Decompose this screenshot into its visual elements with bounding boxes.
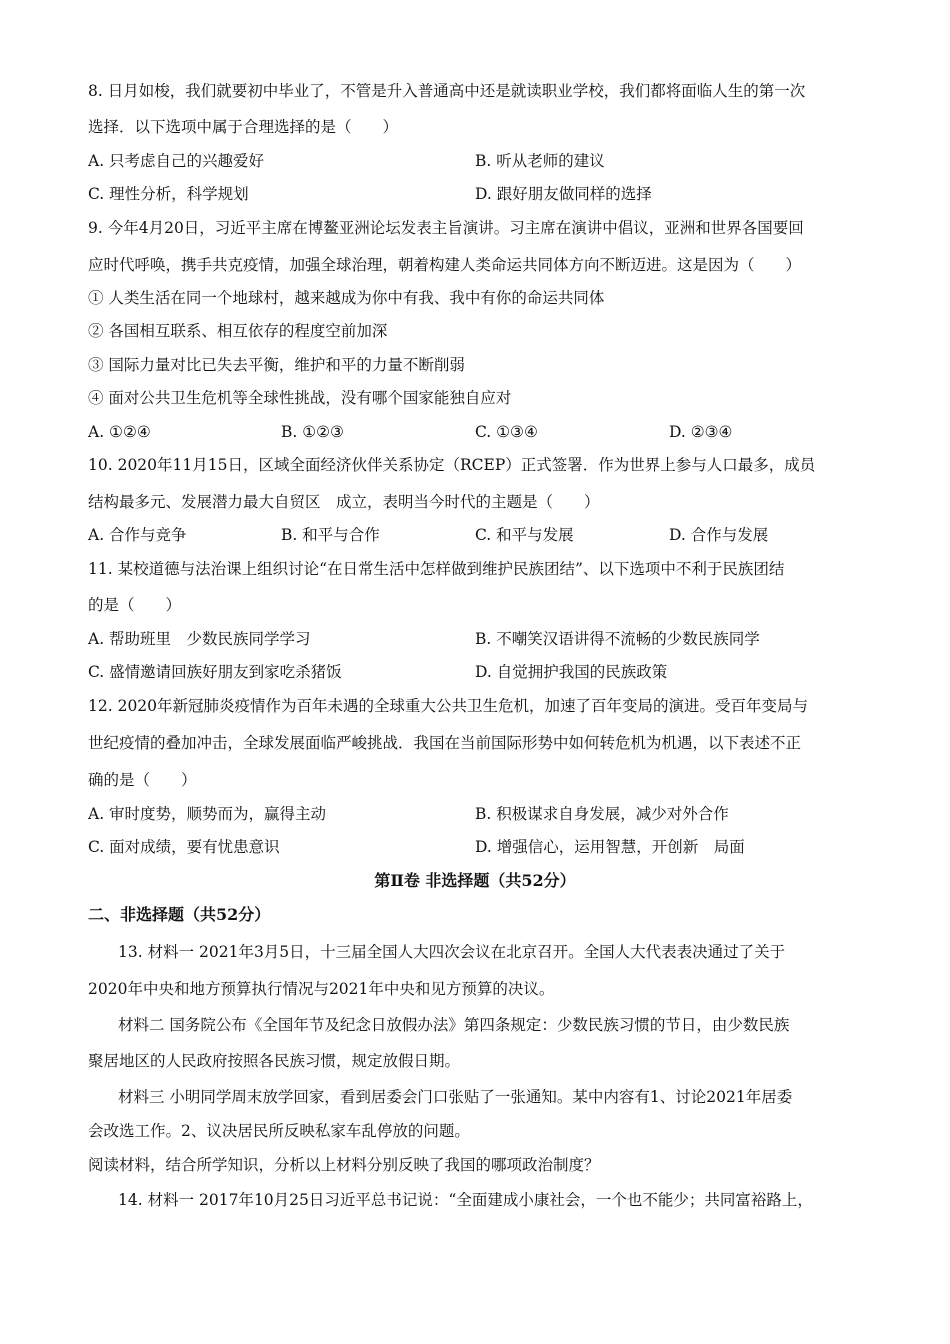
q8-stem-line1: 8. 日月如梭，我们就要初中毕业了，不管是升入普通高中还是就读职业学校，我们都将面临人生的第一次	[88, 82, 806, 100]
q13-material1-line2: 2020年中央和地方预算执行情况与2021年中央和见方预算的决议。	[88, 980, 555, 998]
q10-stem-line2: 结构最多元、发展潜力最大自贸区 成立，表明当今时代的主题是（ ）	[88, 493, 600, 511]
section-title: 第Ⅱ卷 非选择题（共52分）	[374, 871, 576, 890]
q12-option-d: D. 增强信心，运用智慧，开创新 局面	[475, 838, 745, 856]
q12-stem-line1: 12. 2020年新冠肺炎疫情作为百年未遇的全球重大公共卫生危机，加速了百年变局的演进。受百年变局与	[88, 697, 809, 715]
q9-item-3: ③ 国际力量对比已失去平衡，维护和平的力量不断削弱	[88, 356, 465, 374]
q12-option-a: A. 审时度势，顺势而为，赢得主动	[88, 805, 327, 823]
q13-material3-line2: 会改选工作。2、议决居民所反映私家车乱停放的问题。	[88, 1122, 470, 1140]
q9-option-c: C. ①③④	[475, 423, 538, 441]
q10-option-c: C. 和平与发展	[475, 526, 574, 544]
q11-option-c: C. 盛情邀请回族好朋友到家吃杀猪饭	[88, 663, 342, 681]
q10-option-d: D. 合作与发展	[669, 526, 769, 544]
q10-option-b: B. 和平与合作	[281, 526, 380, 544]
q12-stem-line2: 世纪疫情的叠加冲击，全球发展面临严峻挑战．我国在当前国际形势中如何转危机为机遇，以下表述不正	[88, 734, 802, 752]
q9-option-a: A. ①②④	[88, 423, 151, 441]
q14-material1-line1: 14. 材料一 2017年10月25日习近平总书记说：“全面建成小康社会，一个也不能少；共同富裕路上，	[118, 1191, 813, 1209]
q13-material2-line2: 聚居地区的人民政府按照各民族习惯，规定放假日期。	[88, 1052, 461, 1070]
q8-option-c: C. 理性分析，科学规划	[88, 185, 249, 203]
q9-stem-line2: 应时代呼唤，携手共克疫情，加强全球治理，朝着构建人类命运共同体方向不断迈进。这是因为（ ）	[88, 256, 802, 274]
q11-stem-line1: 11. 某校道德与法治课上组织讨论“在日常生活中怎样做到维护民族团结”、以下选项中不利于民族团结	[88, 560, 785, 578]
part-title: 二、非选择题（共52分）	[88, 905, 271, 924]
q11-option-d: D. 自觉拥护我国的民族政策	[475, 663, 668, 681]
q13-question: 阅读材料，结合所学知识，分析以上材料分别反映了我国的哪项政治制度？	[88, 1156, 600, 1174]
q10-option-a: A. 合作与竞争	[88, 526, 187, 544]
q9-option-b: B. ①②③	[281, 423, 344, 441]
q12-option-c: C. 面对成绩，要有忧患意识	[88, 838, 280, 856]
q9-item-4: ④ 面对公共卫生危机等全球性挑战，没有哪个国家能独自应对	[88, 389, 512, 407]
q9-stem-line1: 9. 今年4月20日，习近平主席在博鳌亚洲论坛发表主旨演讲。习主席在演讲中倡议，亚洲和世界各国要回	[88, 219, 804, 237]
q11-option-b: B. 不嘲笑汉语讲得不流畅的少数民族同学	[475, 630, 760, 648]
q8-option-b: B. 听从老师的建议	[475, 152, 605, 170]
q9-item-2: ② 各国相互联系、相互依存的程度空前加深	[88, 322, 388, 340]
q11-option-a: A. 帮助班里 少数民族同学学习	[88, 630, 311, 648]
q12-option-b: B. 积极谋求自身发展，减少对外合作	[475, 805, 729, 823]
q13-material1-line1: 13. 材料一 2021年3月5日，十三届全国人大四次会议在北京召开。全国人大代表表决通过了关于	[118, 943, 786, 961]
q11-stem-line2: 的是（ ）	[88, 596, 182, 614]
q13-material3-line1: 材料三 小明同学周末放学回家，看到居委会门口张贴了一张通知。某中内容有1、讨论2021年居委	[118, 1088, 793, 1106]
q9-item-1: ① 人类生活在同一个地球村，越来越成为你中有我、我中有你的命运共同体	[88, 289, 605, 307]
q9-option-d: D. ②③④	[669, 423, 733, 441]
q10-stem-line1: 10. 2020年11月15日，区域全面经济伙伴关系协定（RCEP）正式签署．作为世界上参与人口最多，成员	[88, 456, 816, 474]
q12-stem-line3: 确的是（ ）	[88, 771, 197, 789]
q13-material2-line1: 材料二 国务院公布《全国年节及纪念日放假办法》第四条规定：少数民族习惯的节日，由少数民族	[118, 1016, 790, 1034]
q8-option-d: D. 跟好朋友做同样的选择	[475, 185, 652, 203]
q8-option-a: A. 只考虑自己的兴趣爱好	[88, 152, 265, 170]
q8-stem-line2: 选择．以下选项中属于合理选择的是（ ）	[88, 118, 399, 136]
